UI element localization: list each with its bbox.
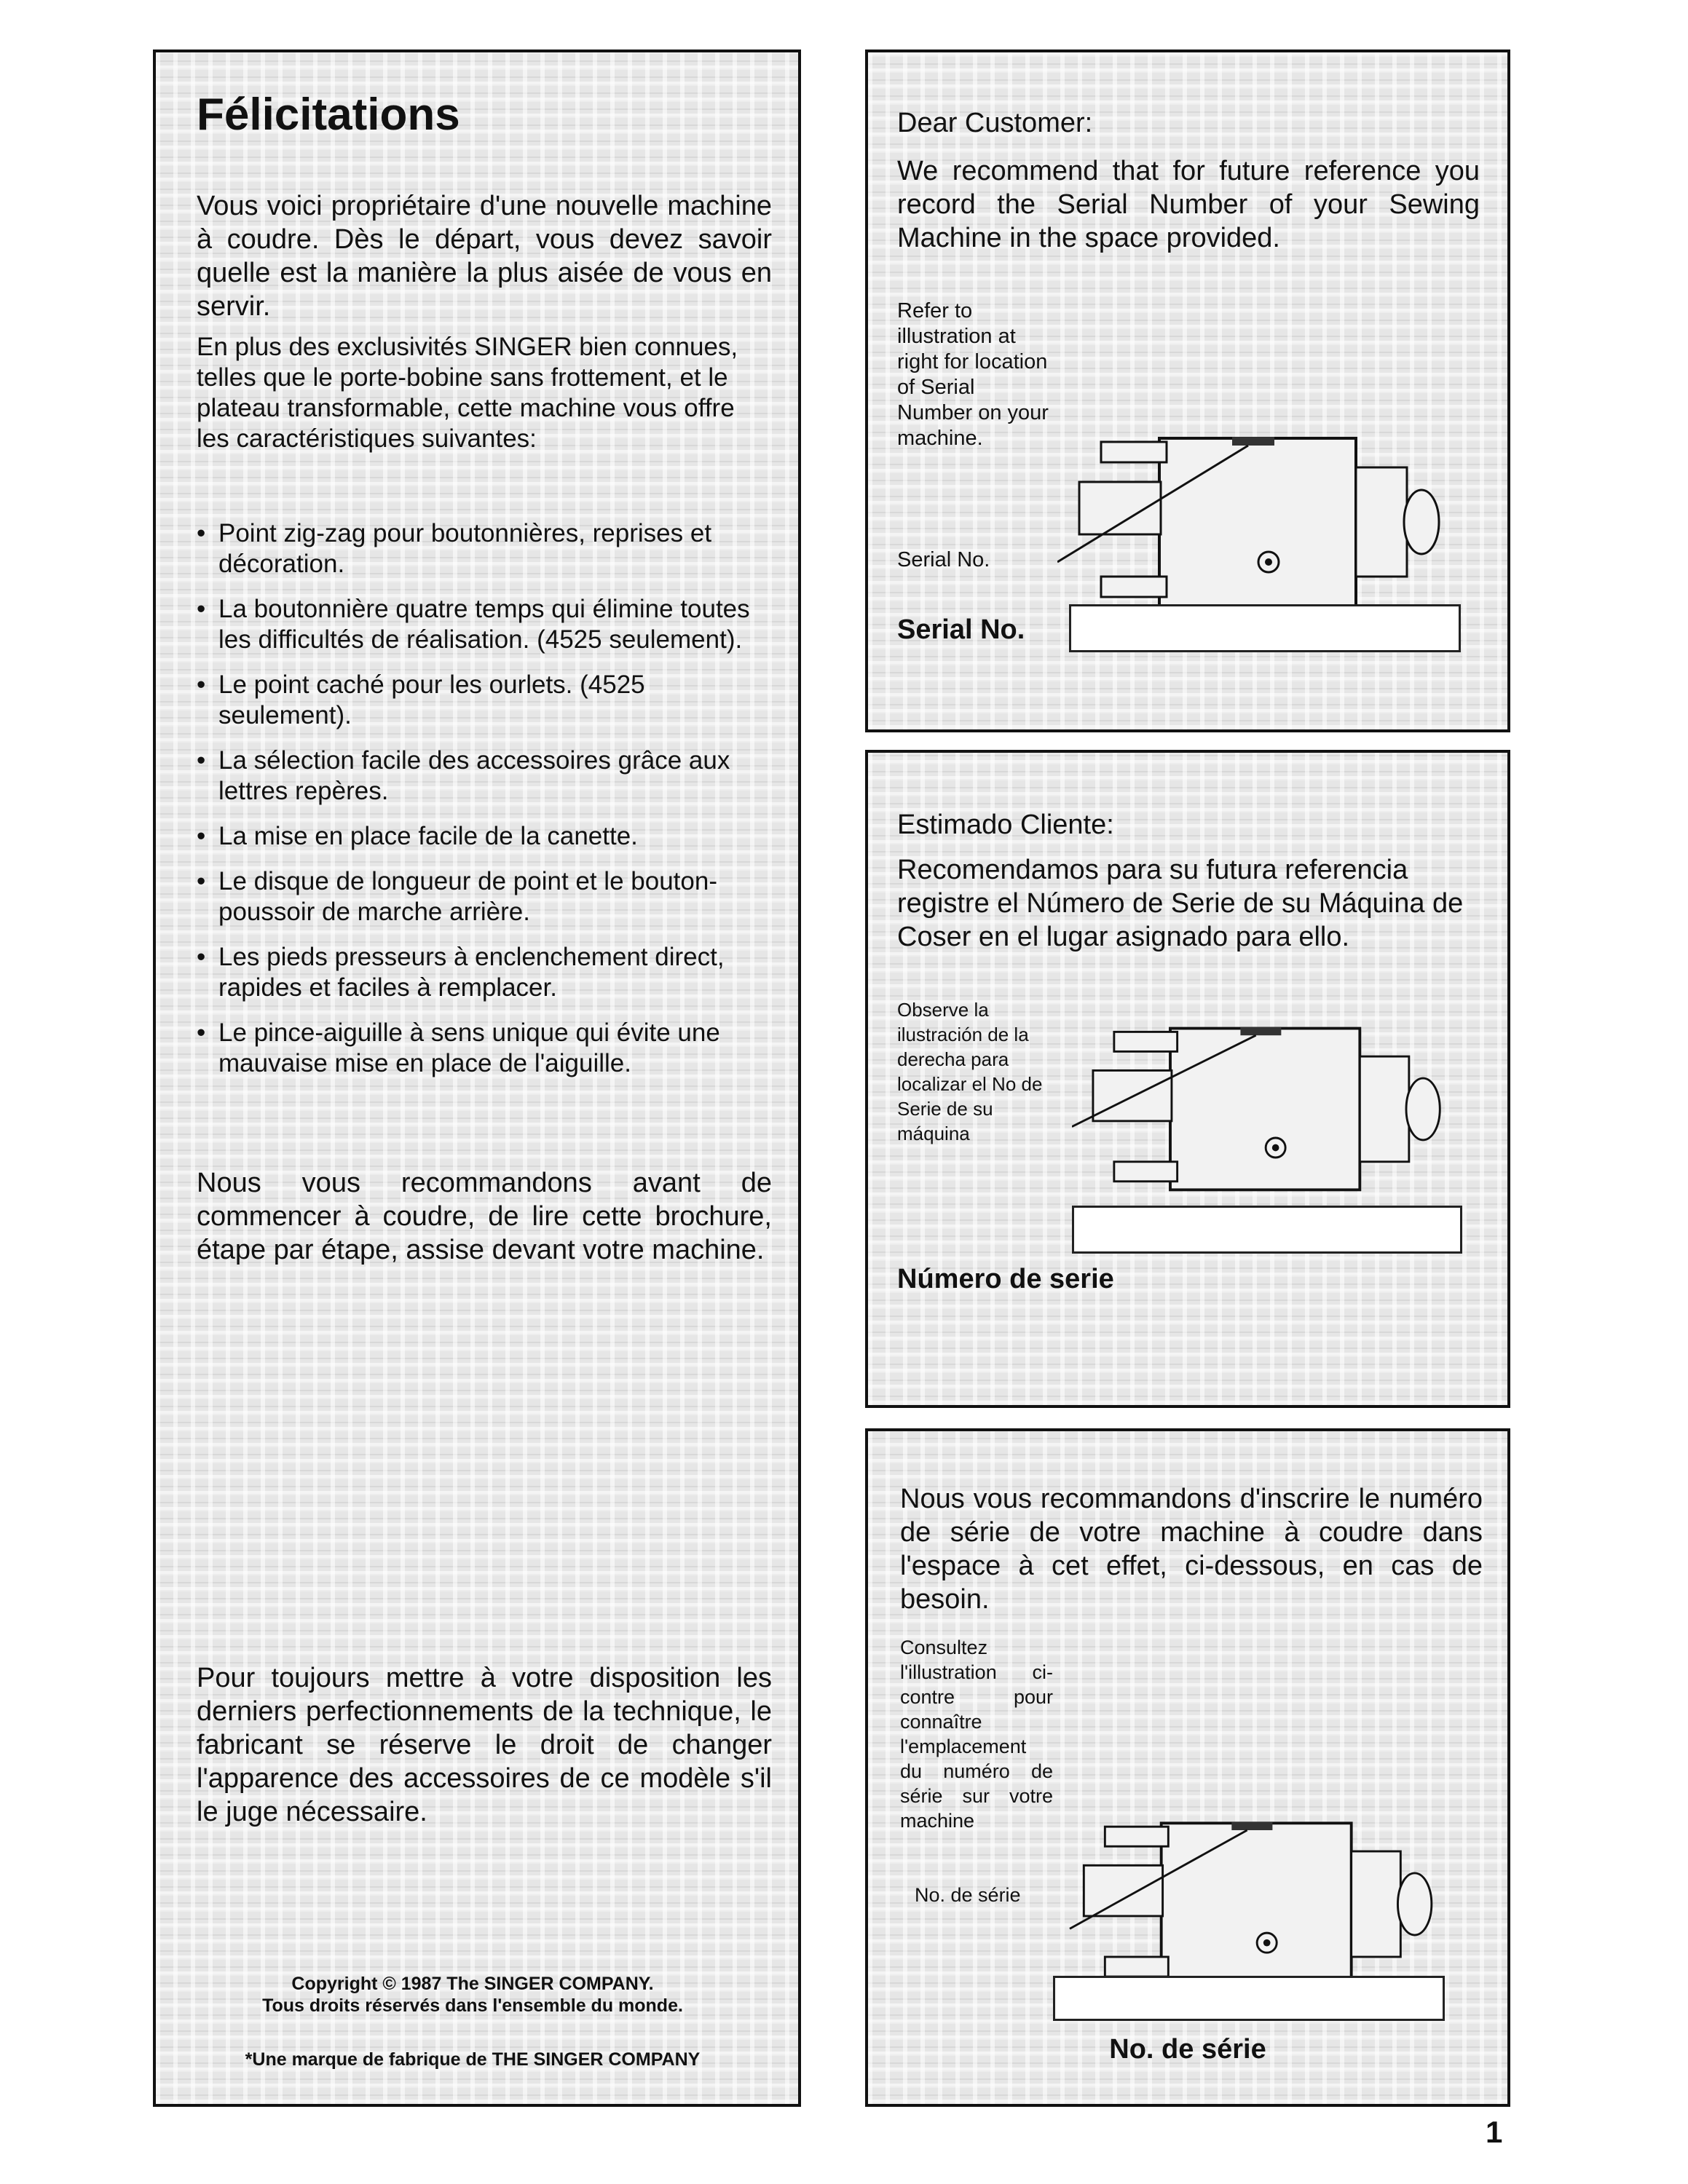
greeting-es: Estimado Cliente: — [897, 810, 1114, 840]
illustration-note-en: Refer to illustration at right for location of Serial Number on your machine. — [897, 299, 1049, 450]
serial-label-en: Serial No. — [897, 614, 1025, 645]
serial-number-field-fr[interactable] — [1053, 1976, 1445, 2021]
english-serial-panel — [865, 50, 1510, 732]
recommendation-paragraph: Nous vous recommandons avant de commencer à coudre, de lire cette brochure, étape par étape, assise devant votre machine. — [197, 1168, 772, 1265]
greeting-en: Dear Customer: — [897, 108, 1093, 138]
serial-number-field-es[interactable] — [1072, 1206, 1462, 1254]
sewing-machine-illustration — [1056, 1788, 1464, 1999]
serial-label-fr: No. de série — [1109, 2034, 1266, 2065]
serial-text-es: Recomendamos para su futura referencia registre el Número de Serie de su Máquina de Coser en el lugar asignado para ello. — [897, 855, 1464, 952]
copyright-line: Copyright © 1987 The SINGER COMPANY. — [291, 1974, 654, 1994]
serial-callout-fr: No. de série — [915, 1884, 1021, 1906]
feature-item: • Les pieds presseurs à enclenchement direct, rapides et faciles à remplacer. — [197, 942, 772, 1003]
sewing-machine-illustration — [1057, 402, 1465, 620]
serial-label-es: Número de serie — [897, 1264, 1114, 1294]
serial-callout-en: Serial No. — [897, 548, 990, 571]
serial-text-en: We recommend that for future reference you record the Serial Number of your Sewing Machine in the space provided. — [897, 156, 1480, 253]
illustration-note-es: Observe la ilustración de la derecha para localizar el No de Serie de su máquina — [897, 999, 1043, 1144]
trademark-note: *Une marque de fabrique de THE SINGER COMPANY — [245, 2049, 701, 2070]
sewing-machine-illustration — [1072, 993, 1465, 1204]
spanish-serial-panel — [865, 750, 1510, 1408]
rights-line: Tous droits réservés dans l'ensemble du monde. — [262, 1995, 683, 2016]
page-title: Félicitations — [197, 90, 460, 140]
feature-item: • Le point caché pour les ourlets. (4525 seulement). — [197, 670, 772, 731]
features-list — [197, 518, 772, 1093]
notice-paragraph: Pour toujours mettre à votre disposition les derniers perfectionnements de la technique, le fabricant se réserve le droit de changer l'apparence des accessoires de ce modèle s'il le juge nécessaire. — [197, 1663, 772, 1827]
feature-item: • La boutonnière quatre temps qui élimine toutes les difficultés de réalisation. (4525 seulement). — [197, 594, 772, 655]
illustration-note-fr: Consultez l'illustration ci-contre pour connaître l'emplacement du numéro de série sur votre machine — [900, 1637, 1053, 1832]
feature-item: • La mise en place facile de la canette. — [197, 821, 772, 852]
french-serial-panel — [865, 1428, 1510, 2107]
serial-number-field-en[interactable] — [1069, 604, 1461, 652]
serial-text-fr: Nous vous recommandons d'inscrire le numéro de série de votre machine à coudre dans l'espace à cet effet, ci-dessous, en cas de besoin. — [900, 1484, 1483, 1615]
feature-item: • La sélection facile des accessoires grâce aux lettres repères. — [197, 745, 772, 807]
feature-item: • Le pince-aiguille à sens unique qui évite une mauvaise mise en place de l'aiguille. — [197, 1018, 772, 1079]
congratulations-panel — [153, 50, 801, 2107]
feature-item: • Point zig-zag pour boutonnières, reprises et décoration. — [197, 518, 772, 579]
page-number: 1 — [1486, 2115, 1503, 2149]
copyright-block — [185, 1973, 760, 2017]
feature-item: • Le disque de longueur de point et le bouton-poussoir de marche arrière. — [197, 866, 772, 927]
features-intro-paragraph: En plus des exclusivités SINGER bien connues, telles que le porte-bobine sans frottement, et le plateau transformable, cette machine vous offre les caractéristiques suivantes: — [197, 333, 738, 453]
intro-paragraph: Vous voici propriétaire d'une nouvelle machine à coudre. Dès le départ, vous devez savoir quelle est la manière la plus aisée de vous en servir. — [197, 191, 772, 322]
